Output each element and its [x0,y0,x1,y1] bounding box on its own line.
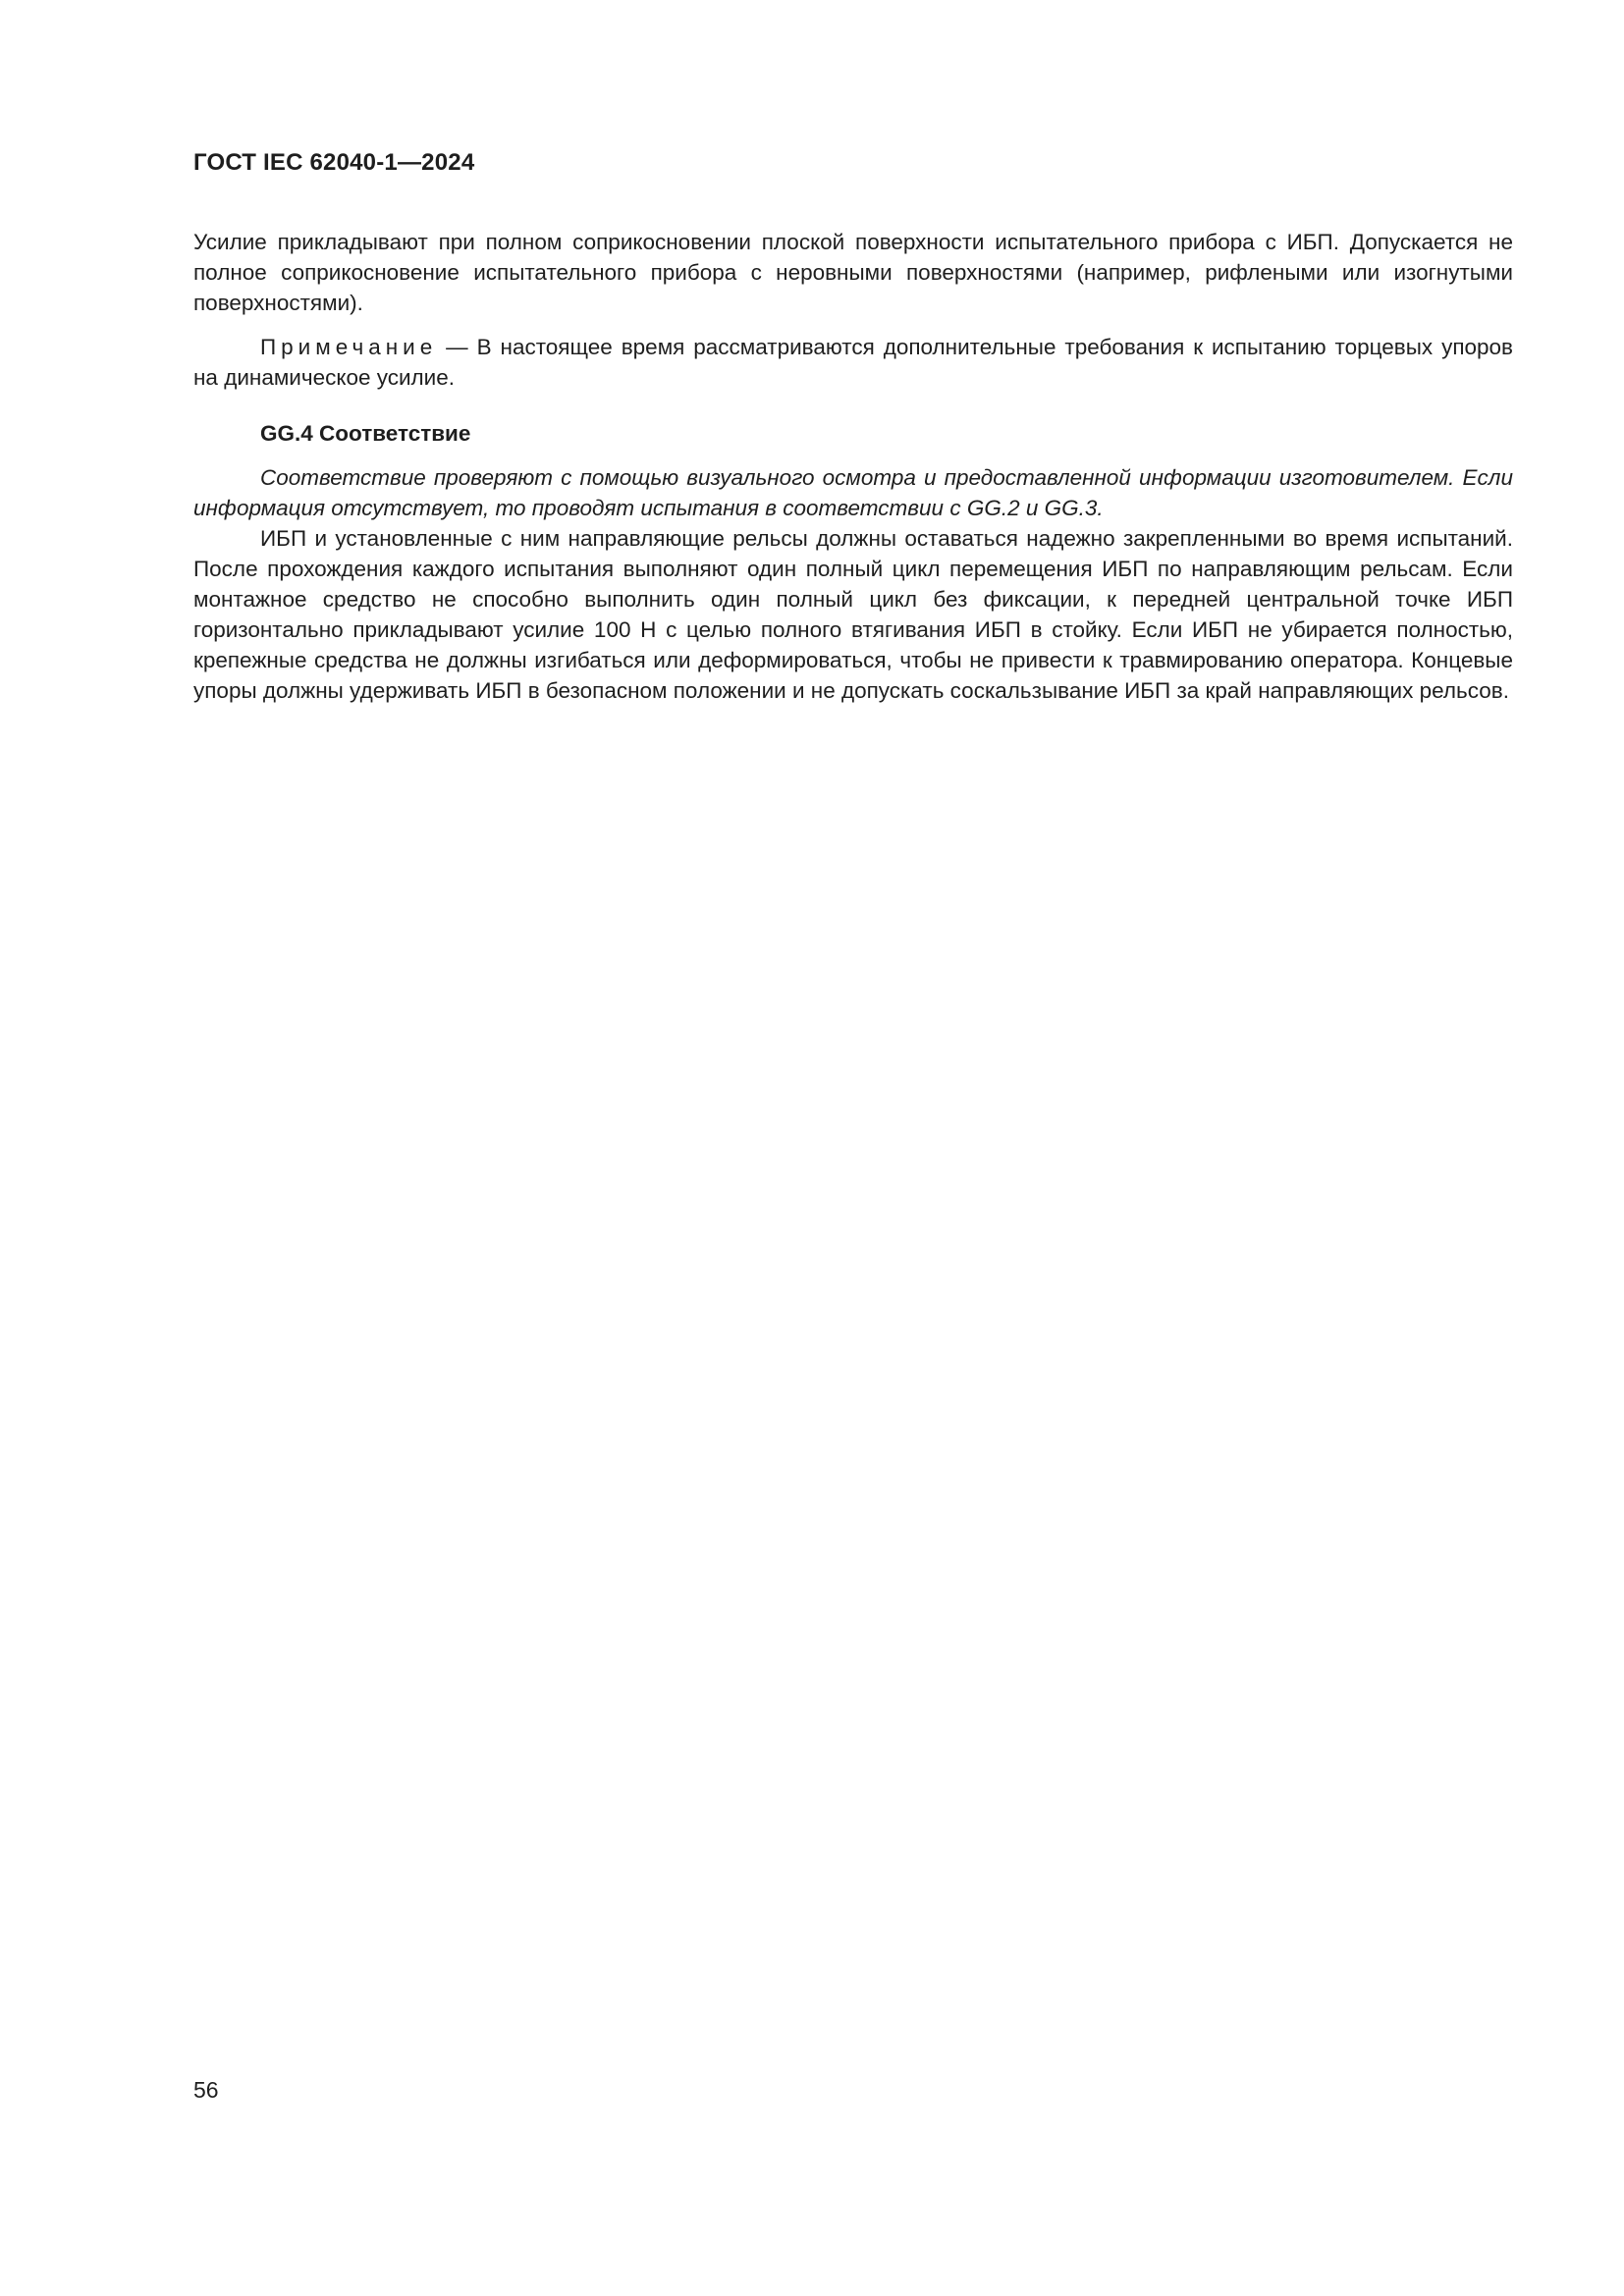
compliance-check-paragraph: Соответствие проверяют с помощью визуального осмотра и предоставленной информации изготовителем. Если информация отсутствует, то проводят испытания в соответствии с GG.2 и GG.3. [193,465,1513,520]
page-number: 56 [193,2077,219,2103]
section-heading-gg4: GG.4 Соответствие [260,421,471,446]
paragraph-force-application: Усилие прикладывают при полном соприкосновении плоской поверхности испытательного прибора с ИБП. Допускается не полное соприкосновение испытательного прибора с неровными поверхностями (например, рифлеными или изогнутыми поверхностями). [193,230,1513,315]
note-label: Примечание [260,335,438,359]
note-text: — В настоящее время рассматриваются дополнительные требования к испытанию торцевых упоров на динамическое усилие. [193,335,1513,390]
document-body [193,227,1513,706]
document-header-title: ГОСТ IEC 62040-1—2024 [193,149,475,176]
paragraph-rail-requirements: ИБП и установленные с ним направляющие рельсы должны оставаться надежно закрепленными во время испытаний. После прохождения каждого испытания выполняют один полный цикл перемещения ИБП по направляющим рельсам. Если монтажное средство не способно выполнить один полный цикл без фиксации, к передней центральной точке ИБП горизонтально прикладывают усилие 100 Н с целью полного втягивания ИБП в стойку. Если ИБП не убирается полностью, крепежные средства не должны изгибаться или деформироваться, чтобы не привести к травмированию оператора. Концевые упоры должны удерживать ИБП в безопасном положении и не допускать соскальзывание ИБП за край направляющих рельсов. [193,526,1513,703]
note-paragraph [193,332,1513,393]
